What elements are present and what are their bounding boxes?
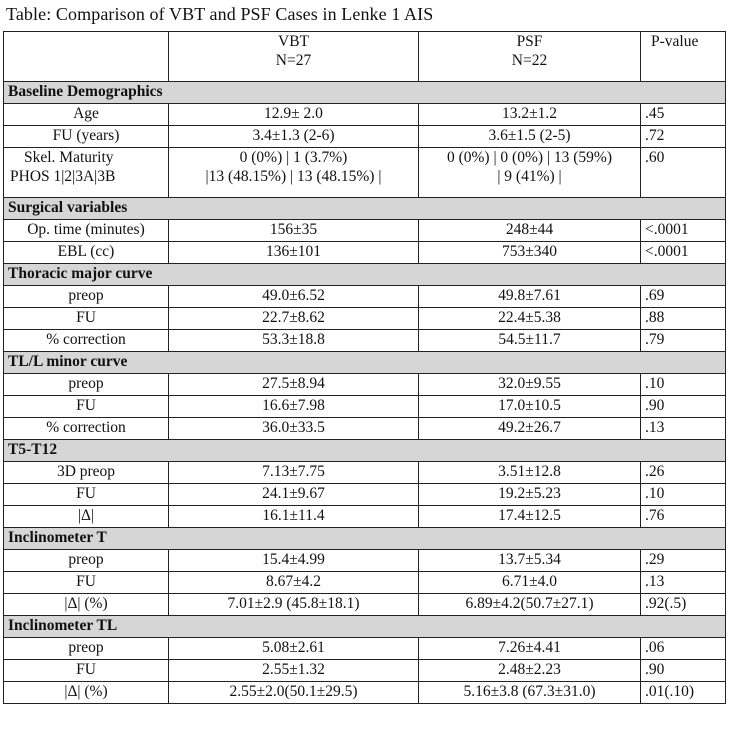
vbt-value: 16.1±11.4 bbox=[169, 506, 419, 528]
section-title-inclinometer-t: Inclinometer T bbox=[4, 528, 726, 550]
section-title-surgical: Surgical variables bbox=[4, 198, 726, 220]
header-psf bbox=[419, 32, 641, 82]
row-label: 3D preop bbox=[4, 462, 169, 484]
table-row bbox=[4, 374, 726, 396]
vbt-value: 2.55±2.0(50.1±29.5) bbox=[169, 682, 419, 704]
vbt-value: 7.13±7.75 bbox=[169, 462, 419, 484]
section-title-inclinometer-tl: Inclinometer TL bbox=[4, 616, 726, 638]
psf-value: 6.89±4.2(50.7±27.1) bbox=[419, 594, 641, 616]
row-label: Age bbox=[4, 104, 169, 126]
section-row bbox=[4, 352, 726, 374]
table-row bbox=[4, 638, 726, 660]
table-caption: Table: Comparison of VBT and PSF Cases in Lenke 1 AIS bbox=[6, 4, 434, 24]
row-label: |Δ| (%) bbox=[4, 594, 169, 616]
table-row bbox=[4, 418, 726, 440]
header-vbt-n: N=27 bbox=[275, 52, 312, 69]
section-row bbox=[4, 264, 726, 286]
p-value: .06 bbox=[641, 638, 726, 660]
header-pvalue: P-value bbox=[641, 32, 726, 82]
table-row bbox=[4, 484, 726, 506]
psf-value: 13.7±5.34 bbox=[419, 550, 641, 572]
vbt-value: 5.08±2.61 bbox=[169, 638, 419, 660]
p-value: .69 bbox=[641, 286, 726, 308]
vbt-value: 3.4±1.3 (2-6) bbox=[169, 126, 419, 148]
psf-value: 13.2±1.2 bbox=[419, 104, 641, 126]
p-value: .79 bbox=[641, 330, 726, 352]
psf-value: 7.26±4.41 bbox=[419, 638, 641, 660]
row-label bbox=[4, 148, 169, 198]
vbt-value: 49.0±6.52 bbox=[169, 286, 419, 308]
table-row bbox=[4, 104, 726, 126]
vbt-value: 8.67±4.2 bbox=[169, 572, 419, 594]
row-label: preop bbox=[4, 374, 169, 396]
header-vbt-title: VBT bbox=[278, 33, 309, 50]
p-value: <.0001 bbox=[641, 220, 726, 242]
psf-value: 32.0±9.55 bbox=[419, 374, 641, 396]
vbt-value: 24.1±9.67 bbox=[169, 484, 419, 506]
section-row bbox=[4, 198, 726, 220]
header-vbt bbox=[169, 32, 419, 82]
section-row bbox=[4, 528, 726, 550]
p-value: .10 bbox=[641, 374, 726, 396]
p-value: .26 bbox=[641, 462, 726, 484]
psf-value: 17.0±10.5 bbox=[419, 396, 641, 418]
section-title-tll: TL/L minor curve bbox=[4, 352, 726, 374]
vbt-value: 36.0±33.5 bbox=[169, 418, 419, 440]
row-label: FU bbox=[4, 308, 169, 330]
psf-value: 19.2±5.23 bbox=[419, 484, 641, 506]
psf-value: 3.51±12.8 bbox=[419, 462, 641, 484]
p-value: .76 bbox=[641, 506, 726, 528]
row-label-line1: Skel. Maturity bbox=[24, 149, 114, 166]
p-value: .90 bbox=[641, 660, 726, 682]
psf-value: 54.5±11.7 bbox=[419, 330, 641, 352]
p-value: .92(.5) bbox=[641, 594, 726, 616]
vbt-value: 22.7±8.62 bbox=[169, 308, 419, 330]
p-value: .88 bbox=[641, 308, 726, 330]
vbt-value bbox=[169, 148, 419, 198]
vbt-value: 15.4±4.99 bbox=[169, 550, 419, 572]
vbt-value: 53.3±18.8 bbox=[169, 330, 419, 352]
section-row bbox=[4, 440, 726, 462]
psf-value bbox=[419, 148, 641, 198]
table-row bbox=[4, 550, 726, 572]
vbt-value-line1: 0 (0%) | 1 (3.7%) bbox=[239, 149, 348, 166]
row-label: |Δ| (%) bbox=[4, 682, 169, 704]
psf-value: 49.8±7.61 bbox=[419, 286, 641, 308]
p-value: <.0001 bbox=[641, 242, 726, 264]
row-label: FU bbox=[4, 660, 169, 682]
row-label: FU (years) bbox=[4, 126, 169, 148]
psf-value-line1: 0 (0%) | 0 (0%) | 13 (59%) bbox=[446, 149, 613, 166]
row-label: preop bbox=[4, 286, 169, 308]
table-row bbox=[4, 594, 726, 616]
psf-value: 17.4±12.5 bbox=[419, 506, 641, 528]
table-row bbox=[4, 330, 726, 352]
section-title-thoracic: Thoracic major curve bbox=[4, 264, 726, 286]
table-row bbox=[4, 682, 726, 704]
vbt-value: 27.5±8.94 bbox=[169, 374, 419, 396]
psf-value: 3.6±1.5 (2-5) bbox=[419, 126, 641, 148]
psf-value: 22.4±5.38 bbox=[419, 308, 641, 330]
psf-value: 2.48±2.23 bbox=[419, 660, 641, 682]
psf-value: 248±44 bbox=[419, 220, 641, 242]
row-label: preop bbox=[4, 550, 169, 572]
p-value: .01(.10) bbox=[641, 682, 726, 704]
row-label: FU bbox=[4, 572, 169, 594]
p-value: .13 bbox=[641, 572, 726, 594]
row-label: % correction bbox=[4, 330, 169, 352]
section-row bbox=[4, 82, 726, 104]
psf-value-line2: | 9 (41%) | bbox=[497, 168, 562, 185]
vbt-value: 136±101 bbox=[169, 242, 419, 264]
vbt-value: 7.01±2.9 (45.8±18.1) bbox=[169, 594, 419, 616]
row-label: FU bbox=[4, 396, 169, 418]
table-row bbox=[4, 506, 726, 528]
psf-value: 753±340 bbox=[419, 242, 641, 264]
header-empty-cell bbox=[4, 32, 169, 82]
table-row bbox=[4, 148, 726, 198]
row-label-line2: PHOS 1|2|3A|3B bbox=[10, 168, 116, 185]
table-row bbox=[4, 126, 726, 148]
section-title-t5t12: T5-T12 bbox=[4, 440, 726, 462]
table-row bbox=[4, 286, 726, 308]
header-row bbox=[4, 32, 726, 82]
psf-value: 5.16±3.8 (67.3±31.0) bbox=[419, 682, 641, 704]
section-row bbox=[4, 616, 726, 638]
table-row bbox=[4, 242, 726, 264]
table-row bbox=[4, 396, 726, 418]
p-value: .13 bbox=[641, 418, 726, 440]
vbt-value: 156±35 bbox=[169, 220, 419, 242]
row-label: |Δ| bbox=[4, 506, 169, 528]
p-value: .60 bbox=[641, 148, 726, 198]
row-label: preop bbox=[4, 638, 169, 660]
vbt-value-line2: |13 (48.15%) | 13 (48.15%) | bbox=[205, 168, 382, 185]
comparison-table bbox=[3, 31, 726, 704]
table-row bbox=[4, 572, 726, 594]
table-row bbox=[4, 660, 726, 682]
row-label: EBL (cc) bbox=[4, 242, 169, 264]
vbt-value: 12.9± 2.0 bbox=[169, 104, 419, 126]
row-label: FU bbox=[4, 484, 169, 506]
p-value: .90 bbox=[641, 396, 726, 418]
table-row bbox=[4, 220, 726, 242]
p-value: .72 bbox=[641, 126, 726, 148]
header-psf-title: PSF bbox=[516, 33, 543, 50]
table-row bbox=[4, 308, 726, 330]
psf-value: 6.71±4.0 bbox=[419, 572, 641, 594]
section-title-baseline: Baseline Demographics bbox=[4, 82, 726, 104]
vbt-value: 16.6±7.98 bbox=[169, 396, 419, 418]
row-label: % correction bbox=[4, 418, 169, 440]
header-psf-n: N=22 bbox=[511, 52, 548, 69]
row-label: Op. time (minutes) bbox=[4, 220, 169, 242]
vbt-value: 2.55±1.32 bbox=[169, 660, 419, 682]
table-row bbox=[4, 462, 726, 484]
p-value: .45 bbox=[641, 104, 726, 126]
p-value: .10 bbox=[641, 484, 726, 506]
psf-value: 49.2±26.7 bbox=[419, 418, 641, 440]
p-value: .29 bbox=[641, 550, 726, 572]
